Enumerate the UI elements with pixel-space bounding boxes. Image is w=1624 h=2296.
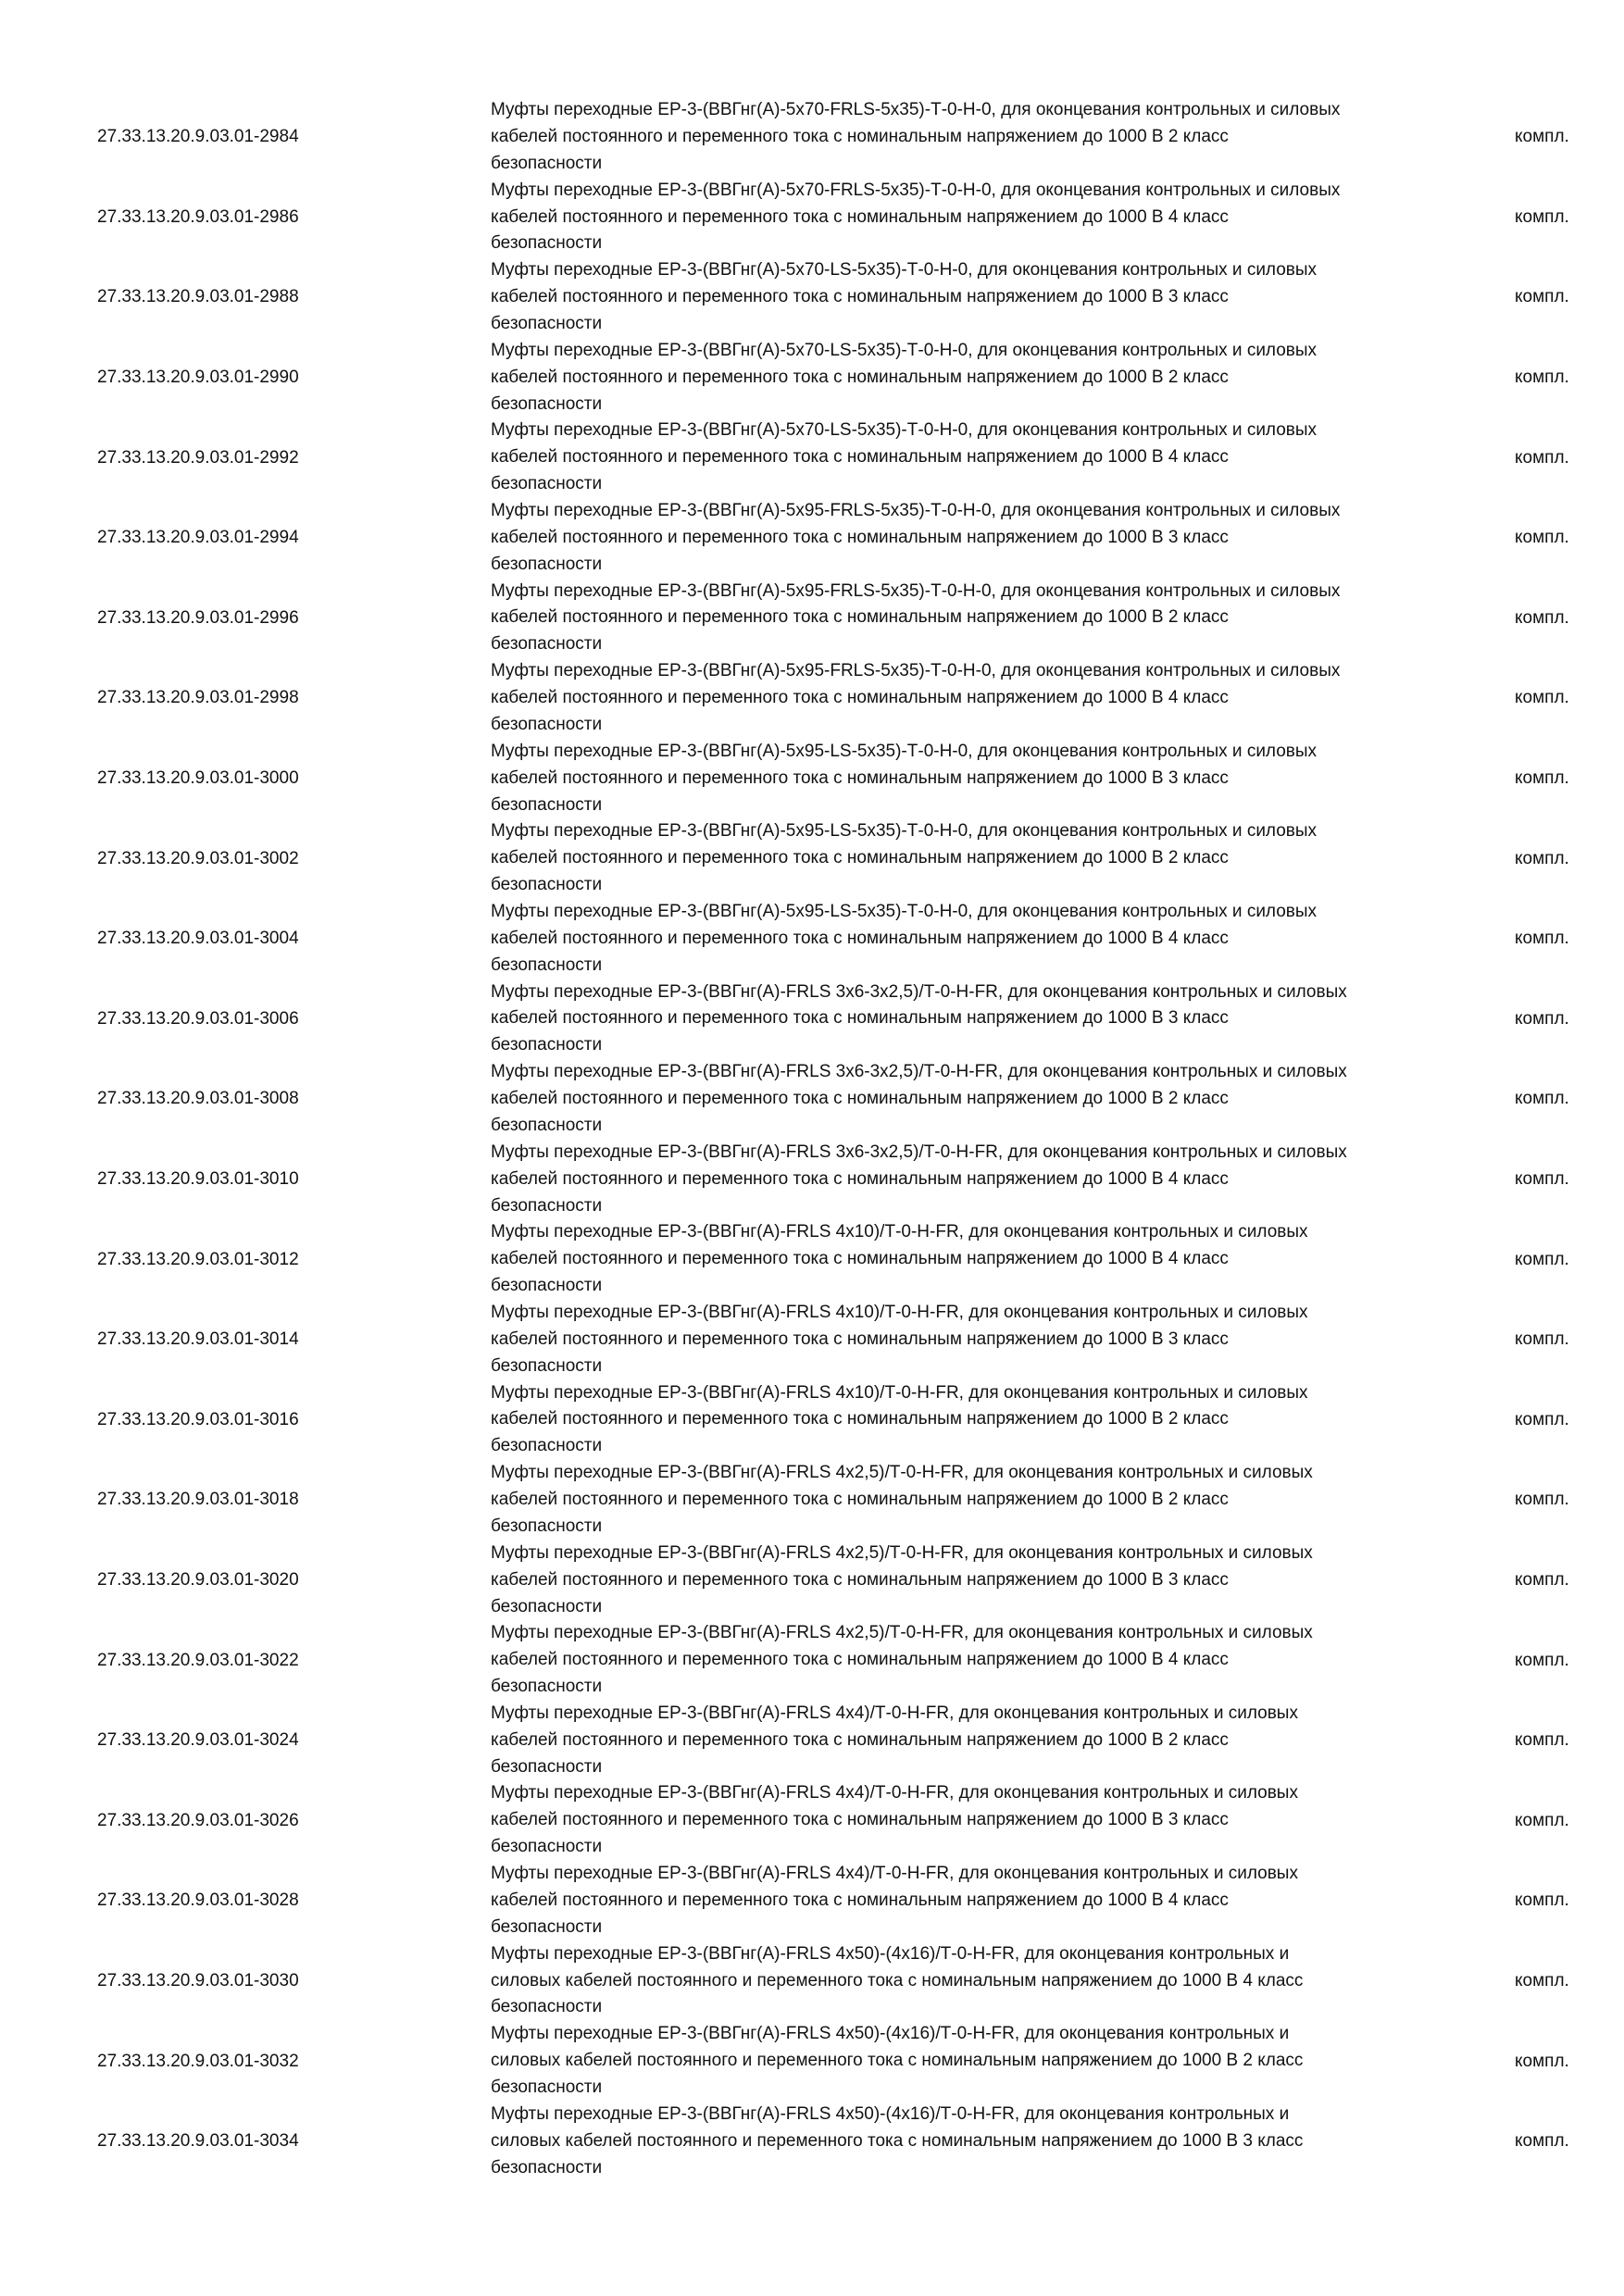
table-row <box>0 1219 1624 1300</box>
table-row <box>0 818 1624 899</box>
table-row <box>0 97 1624 178</box>
unit-of-measure: компл. <box>1515 1810 1569 1830</box>
resource-description: Муфты переходные ЕР-3-(ВВГнг(А)-FRLS 4х50)-(4х16)/Т-0-Н-FR, для оконцевания контрольных и силовых кабелей постоянного и переменного тока с номинальным напряжением до 1000 В 3 класс безопасности <box>491 2103 1304 2177</box>
unit-of-measure: компл. <box>1515 929 1569 949</box>
resource-code: 27.33.13.20.9.03.01-3022 <box>97 1650 299 1670</box>
resource-code: 27.33.13.20.9.03.01-2986 <box>97 206 299 227</box>
unit-of-measure: компл. <box>1515 1409 1569 1429</box>
unit-of-measure: компл. <box>1515 2131 1569 2152</box>
resource-description: Муфты переходные ЕР-3-(ВВГнг(А)-5х95-LS-5x35)-Т-0-Н-0, для оконцевания контрольных и силовых кабелей постоянного и переменного тока с номинальным напряжением до 1000 В 3 класс безопасности <box>491 741 1318 815</box>
resource-description: Муфты переходные ЕР-3-(ВВГнг(А)-FRLS 3х6-3х2,5)/Т-0-Н-FR, для оконцевания контрольных и силовых кабелей постоянного и переменного тока с номинальным напряжением до 1000 В 3 класс безопасности <box>491 981 1347 1055</box>
resource-description: Муфты переходные ЕР-3-(ВВГнг(А)-FRLS 4х10)/Т-0-Н-FR, для оконцевания контрольных и силовых кабелей постоянного и переменного тока с номинальным напряжением до 1000 В 2 класс безопасности <box>491 1382 1308 1456</box>
resource-description: Муфты переходные ЕР-3-(ВВГнг(А)-FRLS 4х50)-(4х16)/Т-0-Н-FR, для оконцевания контрольных и силовых кабелей постоянного и переменного тока с номинальным напряжением до 1000 В 2 класс безопасности <box>491 2024 1304 2098</box>
unit-of-measure: компл. <box>1515 127 1569 147</box>
resource-description: Муфты переходные ЕР-3-(ВВГнг(А)-FRLS 4х2,5)/Т-0-Н-FR, для оконцевания контрольных и силовых кабелей постоянного и переменного тока с номинальным напряжением до 1000 В 3 класс безопасности <box>491 1542 1313 1616</box>
resource-description: Муфты переходные ЕР-3-(ВВГнг(А)-5х95-FRLS-5x35)-Т-0-Н-0, для оконцевания контрольных и силовых кабелей постоянного и переменного тока с номинальным напряжением до 1000 В 2 класс безопасности <box>491 580 1341 655</box>
table-row <box>0 1861 1624 1941</box>
table-row <box>0 1620 1624 1701</box>
resource-code: 27.33.13.20.9.03.01-2992 <box>97 447 299 468</box>
resource-code: 27.33.13.20.9.03.01-3016 <box>97 1409 299 1429</box>
table-row <box>0 1140 1624 1220</box>
table-row <box>0 338 1624 418</box>
unit-of-measure: компл. <box>1515 1569 1569 1590</box>
unit-of-measure: компл. <box>1515 1008 1569 1029</box>
resource-description: Муфты переходные ЕР-3-(ВВГнг(А)-FRLS 4х2,5)/Т-0-Н-FR, для оконцевания контрольных и силовых кабелей постоянного и переменного тока с номинальным напряжением до 1000 В 4 класс безопасности <box>491 1623 1313 1697</box>
resource-code: 27.33.13.20.9.03.01-2990 <box>97 368 299 388</box>
unit-of-measure: компл. <box>1515 2051 1569 2071</box>
resource-description: Муфты переходные ЕР-3-(ВВГнг(А)-5х95-LS-5x35)-Т-0-Н-0, для оконцевания контрольных и силовых кабелей постоянного и переменного тока с номинальным напряжением до 1000 В 2 класс безопасности <box>491 821 1318 895</box>
table-row <box>0 2102 1624 2182</box>
unit-of-measure: компл. <box>1515 206 1569 227</box>
table-row <box>0 658 1624 739</box>
table-row <box>0 1380 1624 1461</box>
unit-of-measure: компл. <box>1515 528 1569 548</box>
resource-code: 27.33.13.20.9.03.01-3010 <box>97 1169 299 1190</box>
resource-description: Муфты переходные ЕР-3-(ВВГнг(А)-5х70-LS-5x35)-Т-0-Н-0, для оконцевания контрольных и силовых кабелей постоянного и переменного тока с номинальным напряжением до 1000 В 4 класс безопасности <box>491 420 1318 494</box>
resource-description: Муфты переходные ЕР-3-(ВВГнг(А)-5х70-LS-5x35)-Т-0-Н-0, для оконцевания контрольных и силовых кабелей постоянного и переменного тока с номинальным напряжением до 1000 В 3 класс безопасности <box>491 260 1318 333</box>
unit-of-measure: компл. <box>1515 1970 1569 1990</box>
unit-of-measure: компл. <box>1515 368 1569 388</box>
table-row <box>0 1460 1624 1541</box>
unit-of-measure: компл. <box>1515 447 1569 468</box>
table-row <box>0 257 1624 338</box>
table-row <box>0 899 1624 980</box>
resource-code: 27.33.13.20.9.03.01-3026 <box>97 1810 299 1830</box>
price-list-table <box>0 97 1624 2181</box>
resource-description: Муфты переходные ЕР-3-(ВВГнг(А)-5х95-LS-5x35)-Т-0-Н-0, для оконцевания контрольных и силовых кабелей постоянного и переменного тока с номинальным напряжением до 1000 В 4 класс безопасности <box>491 901 1318 975</box>
table-row <box>0 498 1624 579</box>
unit-of-measure: компл. <box>1515 1169 1569 1190</box>
unit-of-measure: компл. <box>1515 607 1569 628</box>
resource-description: Муфты переходные ЕР-3-(ВВГнг(А)-5х70-FRLS-5x35)-Т-0-Н-0, для оконцевания контрольных и силовых кабелей постоянного и переменного тока с номинальным напряжением до 1000 В 4 класс безопасности <box>491 180 1341 254</box>
unit-of-measure: компл. <box>1515 1890 1569 1911</box>
unit-of-measure: компл. <box>1515 1089 1569 1109</box>
resource-code: 27.33.13.20.9.03.01-3014 <box>97 1329 299 1350</box>
resource-code: 27.33.13.20.9.03.01-3018 <box>97 1490 299 1510</box>
resource-code: 27.33.13.20.9.03.01-3028 <box>97 1890 299 1911</box>
unit-of-measure: компл. <box>1515 287 1569 307</box>
resource-description: Муфты переходные ЕР-3-(ВВГнг(А)-FRLS 4х4)/Т-0-Н-FR, для оконцевания контрольных и силовых кабелей постоянного и переменного тока с номинальным напряжением до 1000 В 3 класс безопасности <box>491 1783 1298 1857</box>
resource-code: 27.33.13.20.9.03.01-2994 <box>97 528 299 548</box>
resource-description: Муфты переходные ЕР-3-(ВВГнг(А)-FRLS 4х50)-(4х16)/Т-0-Н-FR, для оконцевания контрольных и силовых кабелей постоянного и переменного тока с номинальным напряжением до 1000 В 4 класс безопасности <box>491 1943 1304 2017</box>
resource-description: Муфты переходные ЕР-3-(ВВГнг(А)-FRLS 3х6-3х2,5)/Т-0-Н-FR, для оконцевания контрольных и силовых кабелей постоянного и переменного тока с номинальным напряжением до 1000 В 2 класс безопасности <box>491 1062 1347 1135</box>
resource-description: Муфты переходные ЕР-3-(ВВГнг(А)-FRLS 4х10)/Т-0-Н-FR, для оконцевания контрольных и силовых кабелей постоянного и переменного тока с номинальным напряжением до 1000 В 4 класс безопасности <box>491 1222 1308 1296</box>
resource-code: 27.33.13.20.9.03.01-3006 <box>97 1008 299 1029</box>
table-row <box>0 1300 1624 1380</box>
table-row <box>0 1941 1624 2022</box>
unit-of-measure: компл. <box>1515 1650 1569 1670</box>
resource-description: Муфты переходные ЕР-3-(ВВГнг(А)-5х70-LS-5x35)-Т-0-Н-0, для оконцевания контрольных и силовых кабелей постоянного и переменного тока с номинальным напряжением до 1000 В 2 класс безопасности <box>491 340 1318 414</box>
resource-code: 27.33.13.20.9.03.01-3034 <box>97 2131 299 2152</box>
table-row <box>0 1701 1624 1781</box>
resource-code: 27.33.13.20.9.03.01-2988 <box>97 287 299 307</box>
resource-description: Муфты переходные ЕР-3-(ВВГнг(А)-5х70-FRLS-5x35)-Т-0-Н-0, для оконцевания контрольных и силовых кабелей постоянного и переменного тока с номинальным напряжением до 1000 В 2 класс безопасности <box>491 100 1341 173</box>
unit-of-measure: компл. <box>1515 768 1569 789</box>
resource-code: 27.33.13.20.9.03.01-2996 <box>97 607 299 628</box>
table-row <box>0 178 1624 258</box>
resource-code: 27.33.13.20.9.03.01-2984 <box>97 127 299 147</box>
unit-of-measure: компл. <box>1515 1730 1569 1751</box>
resource-code: 27.33.13.20.9.03.01-3004 <box>97 929 299 949</box>
table-row <box>0 579 1624 659</box>
unit-of-measure: компл. <box>1515 848 1569 868</box>
table-row <box>0 1059 1624 1140</box>
table-row <box>0 2021 1624 2102</box>
resource-code: 27.33.13.20.9.03.01-3032 <box>97 2051 299 2071</box>
resource-description: Муфты переходные ЕР-3-(ВВГнг(А)-FRLS 4х10)/Т-0-Н-FR, для оконцевания контрольных и силовых кабелей постоянного и переменного тока с номинальным напряжением до 1000 В 3 класс безопасности <box>491 1302 1308 1376</box>
resource-description: Муфты переходные ЕР-3-(ВВГнг(А)-FRLS 4х4)/Т-0-Н-FR, для оконцевания контрольных и силовых кабелей постоянного и переменного тока с номинальным напряжением до 1000 В 2 класс безопасности <box>491 1703 1298 1777</box>
resource-description: Муфты переходные ЕР-3-(ВВГнг(А)-FRLS 4х2,5)/Т-0-Н-FR, для оконцевания контрольных и силовых кабелей постоянного и переменного тока с номинальным напряжением до 1000 В 2 класс безопасности <box>491 1463 1313 1536</box>
resource-description: Муфты переходные ЕР-3-(ВВГнг(А)-FRLS 4х4)/Т-0-Н-FR, для оконцевания контрольных и силовых кабелей постоянного и переменного тока с номинальным напряжением до 1000 В 4 класс безопасности <box>491 1864 1298 1937</box>
resource-description: Муфты переходные ЕР-3-(ВВГнг(А)-5х95-FRLS-5x35)-Т-0-Н-0, для оконцевания контрольных и силовых кабелей постоянного и переменного тока с номинальным напряжением до 1000 В 3 класс безопасности <box>491 500 1341 574</box>
table-row <box>0 1541 1624 1621</box>
resource-description: Муфты переходные ЕР-3-(ВВГнг(А)-5х95-FRLS-5x35)-Т-0-Н-0, для оконцевания контрольных и силовых кабелей постоянного и переменного тока с номинальным напряжением до 1000 В 4 класс безопасности <box>491 661 1341 734</box>
unit-of-measure: компл. <box>1515 1329 1569 1350</box>
resource-code: 27.33.13.20.9.03.01-3008 <box>97 1089 299 1109</box>
resource-code: 27.33.13.20.9.03.01-3030 <box>97 1970 299 1990</box>
unit-of-measure: компл. <box>1515 1490 1569 1510</box>
unit-of-measure: компл. <box>1515 688 1569 708</box>
resource-code: 27.33.13.20.9.03.01-3000 <box>97 768 299 789</box>
unit-of-measure: компл. <box>1515 1249 1569 1269</box>
resource-description: Муфты переходные ЕР-3-(ВВГнг(А)-FRLS 3х6-3х2,5)/Т-0-Н-FR, для оконцевания контрольных и силовых кабелей постоянного и переменного тока с номинальным напряжением до 1000 В 4 класс безопасности <box>491 1142 1347 1216</box>
resource-code: 27.33.13.20.9.03.01-3020 <box>97 1569 299 1590</box>
table-row <box>0 739 1624 819</box>
resource-code: 27.33.13.20.9.03.01-3002 <box>97 848 299 868</box>
resource-code: 27.33.13.20.9.03.01-2998 <box>97 688 299 708</box>
table-row <box>0 418 1624 498</box>
resource-code: 27.33.13.20.9.03.01-3012 <box>97 1249 299 1269</box>
table-row <box>0 1780 1624 1861</box>
table-row <box>0 980 1624 1060</box>
resource-code: 27.33.13.20.9.03.01-3024 <box>97 1730 299 1751</box>
